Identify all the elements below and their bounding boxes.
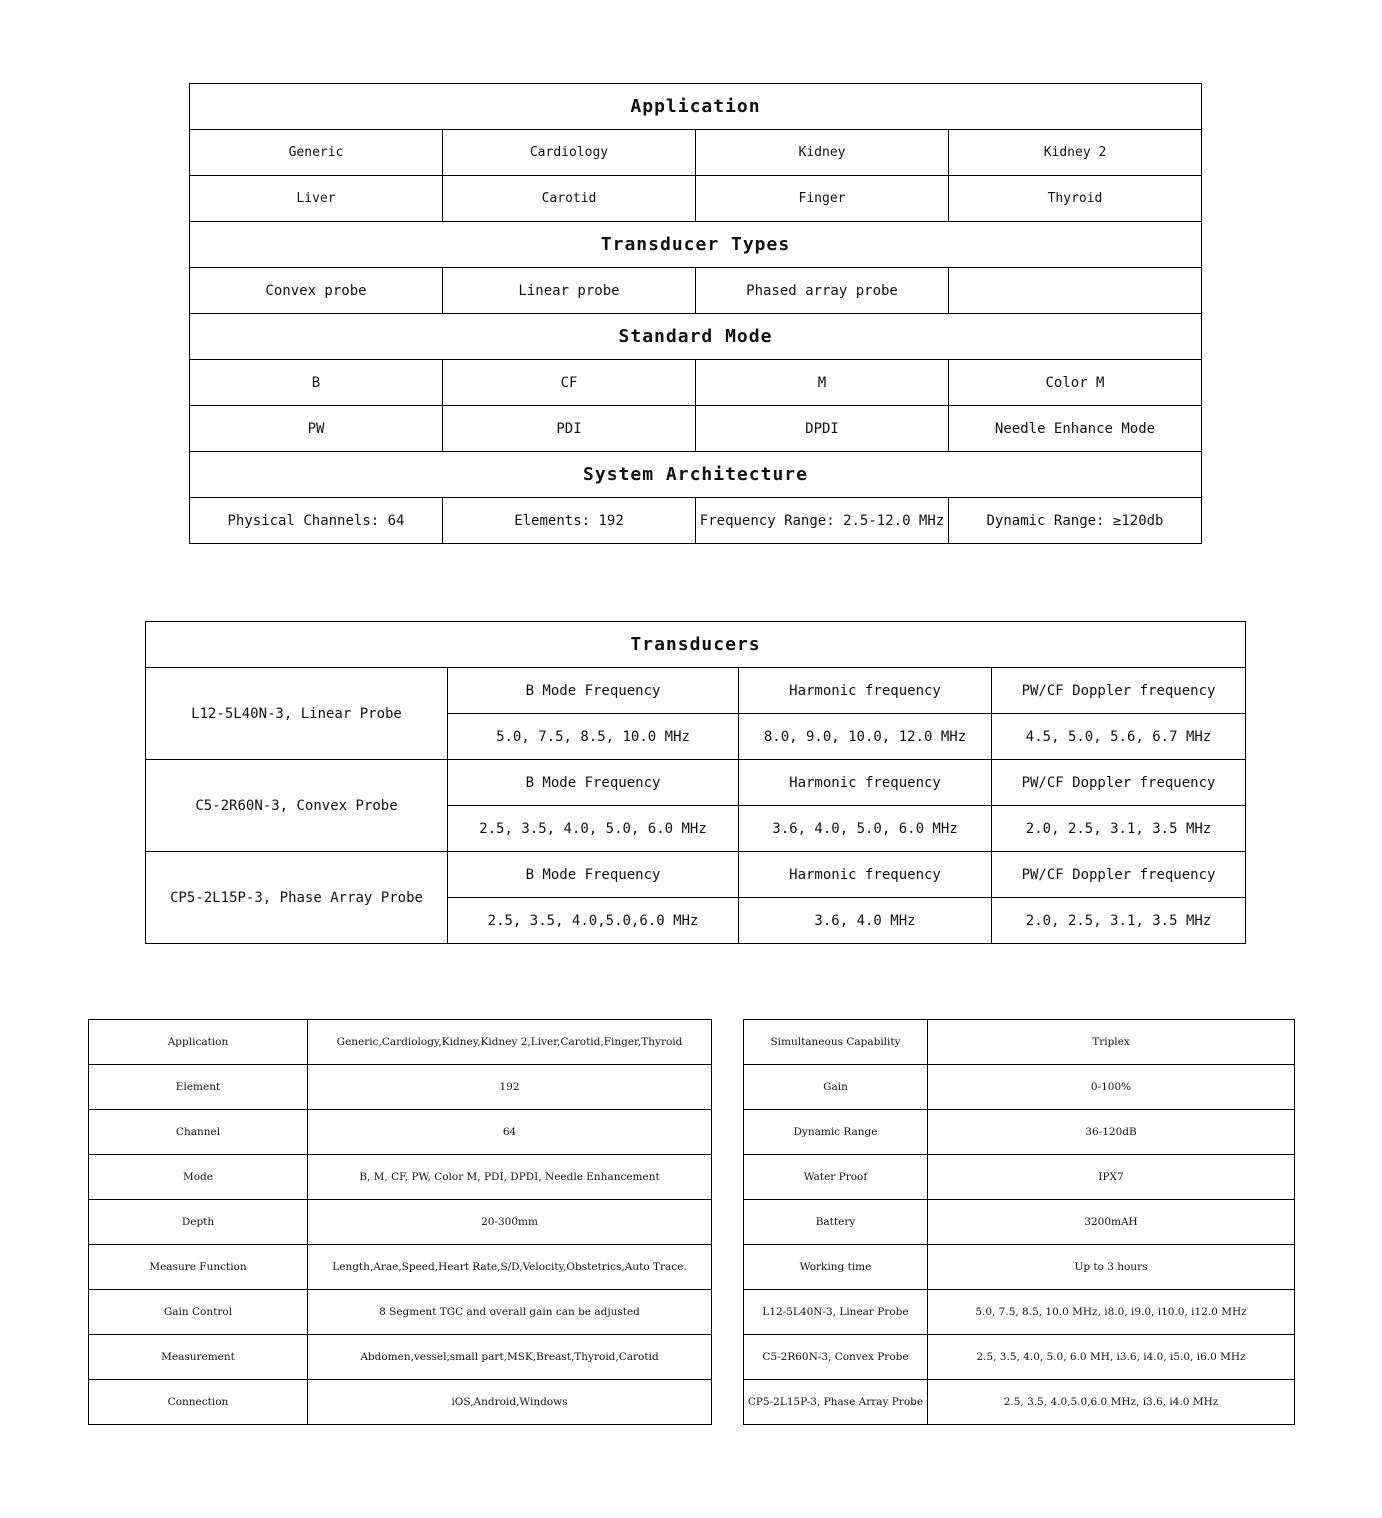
mode-cell: Color M bbox=[949, 360, 1202, 406]
spec-value: Generic,Cardiology,Kidney,Kidney 2,Liver,Carotid,Finger,Thyroid bbox=[308, 1020, 712, 1065]
spec-row bbox=[89, 1200, 712, 1245]
spec-value: 2.5, 3.5, 4.0,5.0,6.0 MHz, i3.6, i4.0 MHz bbox=[928, 1380, 1295, 1425]
column-label: Harmonic frequency bbox=[739, 852, 992, 898]
architecture-cell: Frequency Range: 2.5-12.0 MHz bbox=[696, 498, 949, 544]
application-cell: Thyroid bbox=[949, 176, 1202, 222]
transducer-types-heading: Transducer Types bbox=[190, 222, 1202, 268]
column-label: PW/CF Doppler frequency bbox=[992, 852, 1246, 898]
standard-mode-heading: Standard Mode bbox=[190, 314, 1202, 360]
spec-value: Length,Arae,Speed,Heart Rate,S/D,Velocity,Obstetrics,Auto Trace. bbox=[308, 1245, 712, 1290]
spec-value: 2.5, 3.5, 4.0, 5.0, 6.0 MH, i3.6, i4.0, i5.0, i6.0 MHz bbox=[928, 1335, 1295, 1380]
spec-row bbox=[744, 1155, 1295, 1200]
column-label: Harmonic frequency bbox=[739, 668, 992, 714]
application-cell: Kidney bbox=[696, 130, 949, 176]
spec-row bbox=[89, 1020, 712, 1065]
probe-name: C5-2R60N-3, Convex Probe bbox=[146, 760, 448, 852]
spec-row bbox=[744, 1380, 1295, 1425]
spec-value: 20-300mm bbox=[308, 1200, 712, 1245]
architecture-cell: Dynamic Range: ≥120db bbox=[949, 498, 1202, 544]
spec-value: IPX7 bbox=[928, 1155, 1295, 1200]
spec-value: Up to 3 hours bbox=[928, 1245, 1295, 1290]
spec-row bbox=[744, 1200, 1295, 1245]
frequency-value: 3.6, 4.0 MHz bbox=[739, 898, 992, 944]
transducers-table bbox=[145, 621, 1246, 944]
spec-row bbox=[89, 1290, 712, 1335]
frequency-value: 2.5, 3.5, 4.0, 5.0, 6.0 MHz bbox=[448, 806, 739, 852]
spec-row bbox=[89, 1065, 712, 1110]
probe-name: L12-5L40N-3, Linear Probe bbox=[146, 668, 448, 760]
column-label: B Mode Frequency bbox=[448, 668, 739, 714]
column-label: PW/CF Doppler frequency bbox=[992, 668, 1246, 714]
system-architecture-heading: System Architecture bbox=[190, 452, 1202, 498]
spec-table-right bbox=[743, 1019, 1295, 1425]
transducer-type-cell: Linear probe bbox=[443, 268, 696, 314]
mode-cell: CF bbox=[443, 360, 696, 406]
spec-value: iOS,Android,Windows bbox=[308, 1380, 712, 1425]
spec-value: 36-120dB bbox=[928, 1110, 1295, 1155]
application-cell: Liver bbox=[190, 176, 443, 222]
spec-value: 192 bbox=[308, 1065, 712, 1110]
application-cell: Cardiology bbox=[443, 130, 696, 176]
spec-value: 5.0, 7.5, 8.5, 10.0 MHz, i8.0, i9.0, i10.0, i12.0 MHz bbox=[928, 1290, 1295, 1335]
spec-value: B, M, CF, PW, Color M, PDI, DPDI, Needle Enhancement bbox=[308, 1155, 712, 1200]
column-label: PW/CF Doppler frequency bbox=[992, 760, 1246, 806]
spec-label: C5-2R60N-3, Convex Probe bbox=[744, 1335, 928, 1380]
spec-label: Element bbox=[89, 1065, 308, 1110]
spec-row bbox=[89, 1155, 712, 1200]
frequency-value: 2.0, 2.5, 3.1, 3.5 MHz bbox=[992, 898, 1246, 944]
spec-row bbox=[89, 1380, 712, 1425]
spec-row bbox=[744, 1110, 1295, 1155]
spec-label: Gain bbox=[744, 1065, 928, 1110]
spec-label: Depth bbox=[89, 1200, 308, 1245]
application-cell: Finger bbox=[696, 176, 949, 222]
spec-row bbox=[744, 1245, 1295, 1290]
spec-value: 3200mAH bbox=[928, 1200, 1295, 1245]
spec-row bbox=[744, 1065, 1295, 1110]
spec-label: Dynamic Range bbox=[744, 1110, 928, 1155]
application-cell: Carotid bbox=[443, 176, 696, 222]
transducer-type-cell bbox=[949, 268, 1202, 314]
probe-name: CP5-2L15P-3, Phase Array Probe bbox=[146, 852, 448, 944]
spec-label: Battery bbox=[744, 1200, 928, 1245]
column-label: Harmonic frequency bbox=[739, 760, 992, 806]
frequency-value: 4.5, 5.0, 5.6, 6.7 MHz bbox=[992, 714, 1246, 760]
mode-cell: PW bbox=[190, 406, 443, 452]
spec-row bbox=[89, 1110, 712, 1155]
mode-cell: M bbox=[696, 360, 949, 406]
overview-table bbox=[189, 83, 1202, 544]
spec-label: Channel bbox=[89, 1110, 308, 1155]
transducers-heading: Transducers bbox=[146, 622, 1246, 668]
spec-value: Triplex bbox=[928, 1020, 1295, 1065]
mode-cell: DPDI bbox=[696, 406, 949, 452]
spec-value: Abdomen,vessel,small part,MSK,Breast,Thyroid,Carotid bbox=[308, 1335, 712, 1380]
spec-label: Water Proof bbox=[744, 1155, 928, 1200]
spec-label: Measurement bbox=[89, 1335, 308, 1380]
spec-row bbox=[744, 1020, 1295, 1065]
spec-label: Working time bbox=[744, 1245, 928, 1290]
spec-label: Simultaneous Capability bbox=[744, 1020, 928, 1065]
spec-row bbox=[744, 1335, 1295, 1380]
frequency-value: 5.0, 7.5, 8.5, 10.0 MHz bbox=[448, 714, 739, 760]
application-cell: Kidney 2 bbox=[949, 130, 1202, 176]
spec-label: Connection bbox=[89, 1380, 308, 1425]
spec-row bbox=[744, 1290, 1295, 1335]
architecture-cell: Physical Channels: 64 bbox=[190, 498, 443, 544]
frequency-value: 8.0, 9.0, 10.0, 12.0 MHz bbox=[739, 714, 992, 760]
architecture-cell: Elements: 192 bbox=[443, 498, 696, 544]
spec-table-left bbox=[88, 1019, 712, 1425]
frequency-value: 2.0, 2.5, 3.1, 3.5 MHz bbox=[992, 806, 1246, 852]
spec-label: L12-5L40N-3, Linear Probe bbox=[744, 1290, 928, 1335]
transducer-type-cell: Convex probe bbox=[190, 268, 443, 314]
mode-cell: Needle Enhance Mode bbox=[949, 406, 1202, 452]
spec-label: Mode bbox=[89, 1155, 308, 1200]
spec-value: 8 Segment TGC and overall gain can be adjusted bbox=[308, 1290, 712, 1335]
spec-label: CP5-2L15P-3, Phase Array Probe bbox=[744, 1380, 928, 1425]
mode-cell: B bbox=[190, 360, 443, 406]
frequency-value: 2.5, 3.5, 4.0,5.0,6.0 MHz bbox=[448, 898, 739, 944]
column-label: B Mode Frequency bbox=[448, 760, 739, 806]
transducer-type-cell: Phased array probe bbox=[696, 268, 949, 314]
application-heading: Application bbox=[190, 84, 1202, 130]
spec-row bbox=[89, 1245, 712, 1290]
spec-label: Application bbox=[89, 1020, 308, 1065]
frequency-value: 3.6, 4.0, 5.0, 6.0 MHz bbox=[739, 806, 992, 852]
spec-label: Measure Function bbox=[89, 1245, 308, 1290]
mode-cell: PDI bbox=[443, 406, 696, 452]
column-label: B Mode Frequency bbox=[448, 852, 739, 898]
spec-value: 64 bbox=[308, 1110, 712, 1155]
spec-value: 0-100% bbox=[928, 1065, 1295, 1110]
spec-row bbox=[89, 1335, 712, 1380]
spec-label: Gain Control bbox=[89, 1290, 308, 1335]
application-cell: Generic bbox=[190, 130, 443, 176]
